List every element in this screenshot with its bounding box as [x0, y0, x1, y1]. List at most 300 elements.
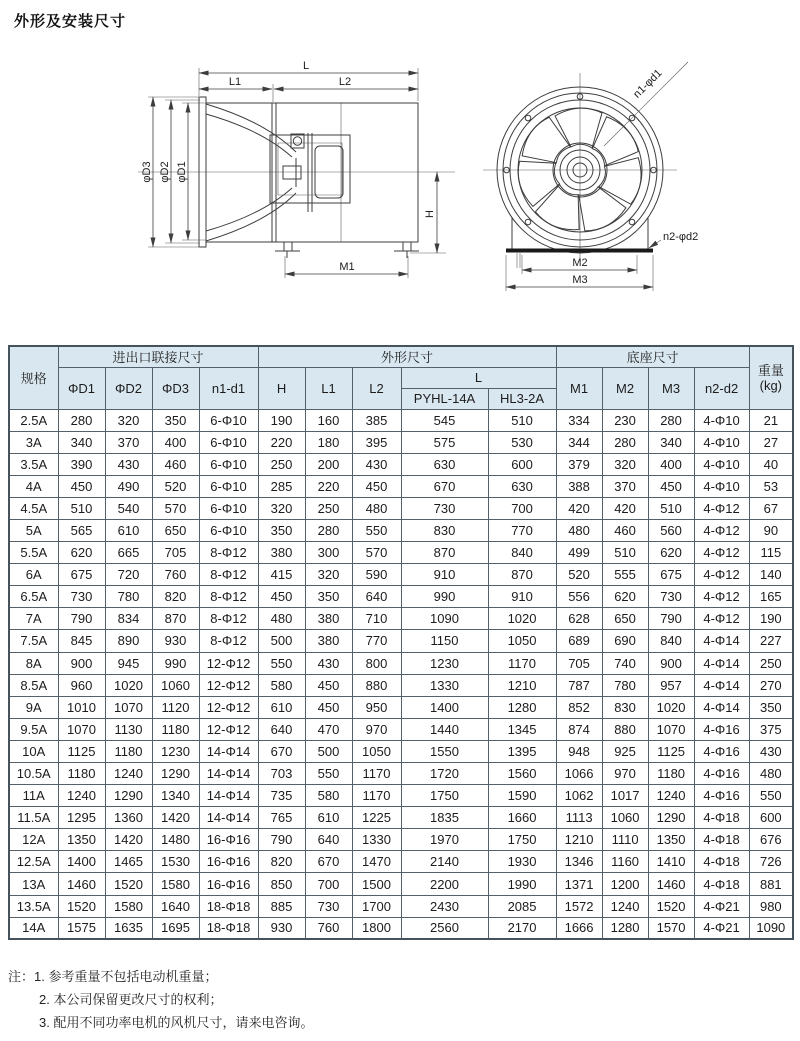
table-cell: 8-Φ12	[199, 586, 258, 608]
table-cell: 787	[556, 674, 602, 696]
table-row	[9, 652, 793, 674]
table-cell: 1350	[58, 829, 105, 851]
table-cell: 600	[488, 453, 556, 475]
table-cell: 1050	[488, 630, 556, 652]
table-cell: 1520	[105, 873, 152, 895]
table-cell: 1990	[488, 873, 556, 895]
table-cell: 4-Φ14	[694, 674, 749, 696]
table-cell: 770	[352, 630, 401, 652]
table-cell: 18-Φ18	[199, 917, 258, 939]
table-cell: 670	[401, 475, 488, 497]
table-cell: 910	[488, 586, 556, 608]
table-cell: 900	[648, 652, 694, 674]
table-cell: 1017	[602, 785, 648, 807]
table-cell: 1460	[648, 873, 694, 895]
table-cell: 1330	[401, 674, 488, 696]
table-cell: 1460	[58, 873, 105, 895]
table-cell: 800	[352, 652, 401, 674]
table-cell: 1130	[105, 718, 152, 740]
table-cell: 1070	[58, 718, 105, 740]
table-cell: 1580	[152, 873, 199, 895]
table-cell: 900	[58, 652, 105, 674]
table-cell: 12.5A	[9, 851, 58, 873]
table-cell: 720	[105, 564, 152, 586]
table-cell: 8.5A	[9, 674, 58, 696]
table-row	[9, 497, 793, 519]
table-cell: 380	[305, 630, 352, 652]
table-row	[9, 519, 793, 541]
table-cell: 670	[305, 851, 352, 873]
table-cell: 840	[648, 630, 694, 652]
table-cell: 820	[258, 851, 305, 873]
table-cell: 190	[749, 608, 793, 630]
dim-label-phiD1: φD1	[176, 161, 188, 183]
col-header-l: L	[401, 367, 556, 388]
table-cell: 4-Φ18	[694, 851, 749, 873]
table-cell: 4-Φ10	[694, 453, 749, 475]
table-cell: 2085	[488, 895, 556, 917]
table-cell: 450	[305, 674, 352, 696]
table-cell: 2170	[488, 917, 556, 939]
table-cell: 350	[305, 586, 352, 608]
table-cell: 4-Φ16	[694, 785, 749, 807]
dim-label-L1: L1	[228, 76, 242, 88]
table-cell: 12-Φ12	[199, 674, 258, 696]
table-row	[9, 873, 793, 895]
table-cell: 388	[556, 475, 602, 497]
table-cell: 10.5A	[9, 763, 58, 785]
table-cell: 480	[749, 763, 793, 785]
group-header-inlet: 进出口联接尺寸	[58, 346, 258, 367]
table-cell: 1360	[105, 807, 152, 829]
table-cell: 8-Φ12	[199, 564, 258, 586]
table-cell: 740	[602, 652, 648, 674]
table-cell: 830	[401, 519, 488, 541]
table-cell: 1090	[749, 917, 793, 939]
table-row	[9, 740, 793, 762]
table-cell: 760	[305, 917, 352, 939]
table-cell: 1170	[488, 652, 556, 674]
table-cell: 1480	[152, 829, 199, 851]
table-cell: 8-Φ12	[199, 630, 258, 652]
table-cell: 1400	[58, 851, 105, 873]
table-cell: 8-Φ12	[199, 542, 258, 564]
weight-label-line1: 重量	[757, 362, 784, 378]
page-title: 外形及安装尺寸	[14, 13, 127, 30]
table-cell: 480	[556, 519, 602, 541]
table-cell: 280	[648, 409, 694, 431]
table-cell: 735	[258, 785, 305, 807]
table-cell: 12-Φ12	[199, 652, 258, 674]
table-cell: 1695	[152, 917, 199, 939]
table-cell: 705	[152, 542, 199, 564]
table-cell: 430	[305, 652, 352, 674]
table-cell: 16-Φ16	[199, 851, 258, 873]
table-row	[9, 431, 793, 453]
table-row	[9, 586, 793, 608]
table-cell: 1550	[401, 740, 488, 762]
table-cell: 520	[152, 475, 199, 497]
table-cell: 400	[648, 453, 694, 475]
table-cell: 220	[305, 475, 352, 497]
group-header-base: 底座尺寸	[556, 346, 749, 367]
table-cell: 200	[305, 453, 352, 475]
table-cell: 4-Φ10	[694, 475, 749, 497]
table-cell: 1090	[401, 608, 488, 630]
table-cell: 16-Φ16	[199, 873, 258, 895]
table-cell: 550	[305, 763, 352, 785]
table-cell: 590	[352, 564, 401, 586]
table-cell: 510	[648, 497, 694, 519]
dim-label-M1: M1	[339, 261, 355, 273]
table-cell: 320	[602, 453, 648, 475]
table-cell: 14-Φ14	[199, 807, 258, 829]
table-cell: 1120	[152, 696, 199, 718]
table-cell: 640	[305, 829, 352, 851]
table-cell: 530	[488, 431, 556, 453]
table-cell: 350	[749, 696, 793, 718]
table-cell: 834	[105, 608, 152, 630]
table-cell: 6A	[9, 564, 58, 586]
note-item: 1. 参考重量不包括电动机重量；	[34, 969, 218, 984]
col-header-n1d1: n1-d1	[199, 367, 258, 409]
table-cell: 4-Φ12	[694, 586, 749, 608]
note-item: 3. 配用不同功率电机的风机尺寸，请来电咨询。	[39, 1015, 314, 1030]
table-cell: 630	[401, 453, 488, 475]
table-row	[9, 763, 793, 785]
table-cell: 930	[152, 630, 199, 652]
table-cell: 1660	[488, 807, 556, 829]
table-cell: 420	[556, 497, 602, 519]
table-cell: 1930	[488, 851, 556, 873]
table-cell: 12-Φ12	[199, 718, 258, 740]
table-cell: 925	[602, 740, 648, 762]
table-row	[9, 829, 793, 851]
table-cell: 845	[58, 630, 105, 652]
table-cell: 450	[305, 696, 352, 718]
table-cell: 140	[749, 564, 793, 586]
table-cell: 580	[305, 785, 352, 807]
table-cell: 1290	[648, 807, 694, 829]
table-cell: 1666	[556, 917, 602, 939]
table-cell: 1113	[556, 807, 602, 829]
table-cell: 870	[488, 564, 556, 586]
table-row	[9, 475, 793, 497]
table-cell: 874	[556, 718, 602, 740]
table-cell: 703	[258, 763, 305, 785]
table-cell: 1590	[488, 785, 556, 807]
table-cell: 340	[648, 431, 694, 453]
table-cell: 1230	[152, 740, 199, 762]
table-cell: 1180	[58, 763, 105, 785]
table-cell: 430	[352, 453, 401, 475]
table-cell: 460	[602, 519, 648, 541]
table-cell: 500	[305, 740, 352, 762]
table-row	[9, 851, 793, 873]
table-cell: 1070	[105, 696, 152, 718]
table-cell: 700	[305, 873, 352, 895]
dim-label-M3: M3	[572, 274, 588, 286]
notes	[8, 965, 313, 1034]
table-cell: 4-Φ12	[694, 519, 749, 541]
table-cell: 220	[258, 431, 305, 453]
table-cell: 1330	[352, 829, 401, 851]
table-cell: 850	[258, 873, 305, 895]
table-cell: 790	[58, 608, 105, 630]
table-cell: 820	[152, 586, 199, 608]
table-cell: 990	[401, 586, 488, 608]
table-cell: 545	[401, 409, 488, 431]
table-cell: 910	[401, 564, 488, 586]
note-line-1	[8, 965, 313, 988]
table-cell: 675	[58, 564, 105, 586]
table-cell: 420	[602, 497, 648, 519]
table-cell: 630	[488, 475, 556, 497]
table-row	[9, 696, 793, 718]
table-cell: 840	[488, 542, 556, 564]
table-cell: 9.5A	[9, 718, 58, 740]
table-cell: 2560	[401, 917, 488, 939]
table-cell: 27	[749, 431, 793, 453]
table-cell: 4-Φ10	[694, 409, 749, 431]
table-cell: 6-Φ10	[199, 453, 258, 475]
table-cell: 3.5A	[9, 453, 58, 475]
dim-label-L2: L2	[338, 76, 352, 88]
table-cell: 1395	[488, 740, 556, 762]
table-cell: 4A	[9, 475, 58, 497]
table-cell: 12A	[9, 829, 58, 851]
col-header-pyhl14a: PYHL-14A	[401, 388, 488, 409]
table-cell: 640	[352, 586, 401, 608]
table-cell: 520	[556, 564, 602, 586]
table-cell: 6-Φ10	[199, 409, 258, 431]
table-cell: 1180	[105, 740, 152, 762]
table-cell: 5A	[9, 519, 58, 541]
table-cell: 16-Φ16	[199, 829, 258, 851]
table-cell: 790	[258, 829, 305, 851]
table-cell: 4-Φ18	[694, 829, 749, 851]
table-cell: 490	[105, 475, 152, 497]
table-cell: 555	[602, 564, 648, 586]
table-cell: 14-Φ14	[199, 785, 258, 807]
table-cell: 1020	[105, 674, 152, 696]
table-cell: 730	[401, 497, 488, 519]
table-cell: 14-Φ14	[199, 763, 258, 785]
group-header-outline: 外形尺寸	[258, 346, 556, 367]
table-cell: 4-Φ14	[694, 630, 749, 652]
dim-label-M2: M2	[572, 257, 588, 269]
table-row	[9, 630, 793, 652]
table-cell: 3A	[9, 431, 58, 453]
table-cell: 4-Φ12	[694, 497, 749, 519]
table-cell: 1020	[488, 608, 556, 630]
table-cell: 1060	[152, 674, 199, 696]
table-cell: 2140	[401, 851, 488, 873]
col-header-d2: ΦD2	[105, 367, 152, 409]
table-cell: 380	[305, 608, 352, 630]
table-cell: 790	[648, 608, 694, 630]
table-row	[9, 564, 793, 586]
table-cell: 1180	[152, 718, 199, 740]
notes-prefix: 注：	[8, 969, 35, 984]
col-header-l2: L2	[352, 367, 401, 409]
table-cell: 1200	[602, 873, 648, 895]
table-cell: 1420	[105, 829, 152, 851]
table-cell: 160	[305, 409, 352, 431]
table-cell: 1575	[58, 917, 105, 939]
table-cell: 690	[602, 630, 648, 652]
table-cell: 14A	[9, 917, 58, 939]
table-cell: 14-Φ14	[199, 740, 258, 762]
table-cell: 1371	[556, 873, 602, 895]
table-cell: 970	[602, 763, 648, 785]
table-cell: 1290	[152, 763, 199, 785]
table-cell: 1280	[488, 696, 556, 718]
table-cell: 4-Φ14	[694, 652, 749, 674]
side-view-dimensions	[141, 60, 446, 278]
table-cell: 450	[58, 475, 105, 497]
table-cell: 930	[258, 917, 305, 939]
table-cell: 1210	[556, 829, 602, 851]
table-cell: 1240	[648, 785, 694, 807]
table-cell: 8-Φ12	[199, 608, 258, 630]
table-cell: 670	[258, 740, 305, 762]
table-cell: 227	[749, 630, 793, 652]
table-cell: 890	[105, 630, 152, 652]
table-cell: 1230	[401, 652, 488, 674]
note-line-2	[39, 988, 313, 1011]
table-cell: 334	[556, 409, 602, 431]
dim-label-phiD2: φD2	[159, 161, 171, 183]
table-cell: 675	[648, 564, 694, 586]
table-cell: 560	[648, 519, 694, 541]
table-cell: 700	[488, 497, 556, 519]
table-cell: 1572	[556, 895, 602, 917]
table-cell: 375	[749, 718, 793, 740]
table-row	[9, 917, 793, 939]
table-cell: 780	[602, 674, 648, 696]
table-cell: 1420	[152, 807, 199, 829]
table-row	[9, 895, 793, 917]
table-cell: 1020	[648, 696, 694, 718]
table-cell: 970	[352, 718, 401, 740]
table-cell: 780	[105, 586, 152, 608]
table-cell: 880	[352, 674, 401, 696]
table-cell: 1350	[648, 829, 694, 851]
table-cell: 770	[488, 519, 556, 541]
table-cell: 510	[602, 542, 648, 564]
table-cell: 390	[58, 453, 105, 475]
table-cell: 4-Φ14	[694, 696, 749, 718]
table-row	[9, 542, 793, 564]
table-cell: 230	[602, 409, 648, 431]
table-cell: 2.5A	[9, 409, 58, 431]
table-cell: 1150	[401, 630, 488, 652]
table-cell: 1530	[152, 851, 199, 873]
table-cell: 1240	[105, 763, 152, 785]
table-cell: 400	[152, 431, 199, 453]
table-cell: 4-Φ12	[694, 542, 749, 564]
table-cell: 165	[749, 586, 793, 608]
table-cell: 1110	[602, 829, 648, 851]
table-cell: 1520	[648, 895, 694, 917]
table-cell: 450	[352, 475, 401, 497]
table-row	[9, 718, 793, 740]
table-cell: 960	[58, 674, 105, 696]
table-cell: 1125	[648, 740, 694, 762]
table-cell: 4-Φ18	[694, 807, 749, 829]
table-header-row-columns	[9, 367, 793, 388]
table-cell: 1720	[401, 763, 488, 785]
table-cell: 4-Φ12	[694, 608, 749, 630]
dim-label-H: H	[424, 210, 436, 218]
table-cell: 395	[352, 431, 401, 453]
table-cell: 4-Φ18	[694, 873, 749, 895]
table-cell: 21	[749, 409, 793, 431]
table-cell: 628	[556, 608, 602, 630]
table-cell: 600	[749, 807, 793, 829]
dimension-table-body	[9, 409, 793, 939]
table-cell: 1225	[352, 807, 401, 829]
table-cell: 8A	[9, 652, 58, 674]
table-cell: 13A	[9, 873, 58, 895]
table-cell: 1345	[488, 718, 556, 740]
table-cell: 320	[105, 409, 152, 431]
table-cell: 9A	[9, 696, 58, 718]
table-cell: 950	[352, 696, 401, 718]
table-cell: 640	[258, 718, 305, 740]
table-cell: 705	[556, 652, 602, 674]
dim-label-n2-d2: n2-φd2	[663, 231, 699, 243]
table-cell: 2200	[401, 873, 488, 895]
table-cell: 620	[602, 586, 648, 608]
table-cell: 676	[749, 829, 793, 851]
col-header-d1: ΦD1	[58, 367, 105, 409]
table-cell: 689	[556, 630, 602, 652]
table-row	[9, 608, 793, 630]
table-cell: 1580	[105, 895, 152, 917]
table-cell: 610	[258, 696, 305, 718]
table-cell: 350	[152, 409, 199, 431]
table-cell: 948	[556, 740, 602, 762]
table-cell: 250	[258, 453, 305, 475]
table-cell: 379	[556, 453, 602, 475]
table-cell: 370	[105, 431, 152, 453]
table-cell: 1800	[352, 917, 401, 939]
table-cell: 300	[305, 542, 352, 564]
table-cell: 1750	[488, 829, 556, 851]
table-cell: 510	[58, 497, 105, 519]
table-cell: 1240	[58, 785, 105, 807]
table-cell: 620	[58, 542, 105, 564]
col-header-l1: L1	[305, 367, 352, 409]
table-cell: 550	[258, 652, 305, 674]
table-cell: 4.5A	[9, 497, 58, 519]
col-header-hl32a: HL3-2A	[488, 388, 556, 409]
table-cell: 1066	[556, 763, 602, 785]
table-cell: 320	[305, 564, 352, 586]
note-item: 2. 本公司保留更改尺寸的权利；	[39, 992, 223, 1007]
table-cell: 620	[648, 542, 694, 564]
table-cell: 880	[602, 718, 648, 740]
table-cell: 1062	[556, 785, 602, 807]
table-cell: 340	[58, 431, 105, 453]
table-cell: 765	[258, 807, 305, 829]
table-cell: 6.5A	[9, 586, 58, 608]
table-cell: 730	[58, 586, 105, 608]
table-cell: 580	[258, 674, 305, 696]
table-cell: 4-Φ21	[694, 895, 749, 917]
